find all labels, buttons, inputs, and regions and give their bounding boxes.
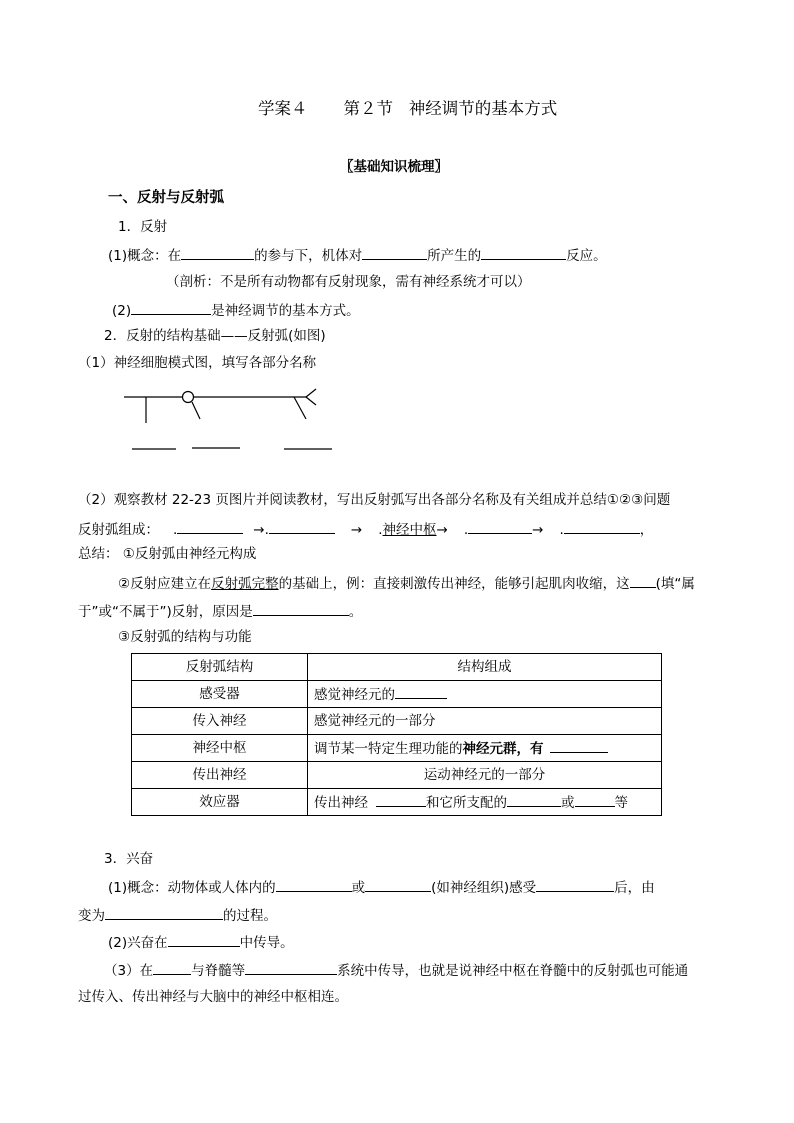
blank[interactable]	[564, 519, 640, 534]
table-row	[132, 735, 662, 762]
neuron-diagram-caption: （1）神经细胞模式图，填写各部分名称	[78, 355, 317, 371]
section-title: 神经调节的基本方式	[408, 99, 558, 118]
blank[interactable]	[395, 684, 447, 699]
table-cell: 运动神经元的一部分	[308, 762, 662, 789]
table-cell: 调节某一特定生理功能的神经元群，有	[308, 735, 662, 762]
subheading: 〖基础知识梳理〗	[340, 159, 448, 175]
center-answer: 神经中枢	[382, 522, 437, 538]
blank[interactable]	[131, 300, 211, 315]
section-number: 第２节	[343, 99, 393, 118]
reflex-arc-composition: 反射弧组成： . →. → .神经中枢→ . → . ，	[78, 519, 653, 539]
table-row	[132, 681, 662, 708]
observe-instruction: （2）观察教材 22-23 页图片并阅读教材，写出反射弧写出各部分名称及有关组成并总结①②③问题	[78, 492, 671, 508]
terminal-branch	[306, 397, 316, 405]
terminal-branch	[306, 389, 316, 397]
blank[interactable]	[153, 960, 191, 975]
basic-form-line: (2) 是神经调节的基本方式。	[112, 300, 360, 320]
blank[interactable]	[253, 601, 349, 616]
table-row	[132, 789, 662, 816]
reflex-arc-table	[131, 653, 662, 816]
blank[interactable]	[105, 905, 223, 920]
table-cell: 传入神经	[132, 708, 308, 735]
summary-1: 总结： ①反射弧由神经元构成	[78, 546, 257, 562]
table-cell: 感觉神经元的	[308, 681, 662, 708]
blank[interactable]	[575, 792, 615, 807]
table-header: 结构组成	[308, 654, 662, 681]
blank[interactable]	[550, 738, 608, 753]
table-header: 反射弧结构	[132, 654, 308, 681]
item1-label: 1．反射	[118, 219, 168, 235]
blank[interactable]	[376, 792, 426, 807]
branch-line	[294, 397, 306, 419]
blank[interactable]	[177, 519, 243, 534]
branch-line	[192, 402, 200, 419]
table-cell: 感觉神经元的一部分	[308, 708, 662, 735]
blank[interactable]	[468, 519, 532, 534]
excitation-concept-cont: 变为 的过程。	[78, 905, 277, 925]
blank[interactable]	[269, 519, 335, 534]
cell-body	[183, 392, 194, 403]
table-cell: 神经中枢	[132, 735, 308, 762]
part3-label: 3．兴奋	[104, 851, 154, 867]
concept-line: (1)概念：在 的参与下，机体对 所产生的 反应。	[108, 245, 607, 265]
excitation-nervous-system: （3）在 与脊髓等 系统中传导，也就是说神经中枢在脊髓中的反射弧也可能通	[104, 960, 688, 980]
blank[interactable]	[507, 792, 561, 807]
table-cell: 传出神经	[132, 762, 308, 789]
table-header-row	[132, 654, 662, 681]
blank[interactable]	[168, 932, 240, 947]
table-cell: 传出神经 和它所支配的 或 等	[308, 789, 662, 816]
blank[interactable]	[181, 245, 254, 260]
blank[interactable]	[245, 960, 337, 975]
table-row	[132, 708, 662, 735]
excitation-nervous-system-cont: 过传入、传出神经与大脑中的神经中枢相连。	[78, 989, 348, 1005]
lesson-number: 学案４	[258, 99, 308, 118]
blank[interactable]	[536, 877, 614, 892]
summary-3: ③反射弧的结构与功能	[118, 629, 252, 645]
table-cell: 效应器	[132, 789, 308, 816]
neuron-diagram	[120, 385, 340, 457]
table-cell: 感受器	[132, 681, 308, 708]
table-row	[132, 762, 662, 789]
summary-2-cont: 于”或“不属于”)反射，原因是 。	[78, 601, 362, 621]
blank[interactable]	[481, 245, 566, 260]
part1-heading: 一、反射与反射弧	[108, 190, 224, 206]
page-title	[258, 100, 557, 118]
analysis-note: （剖析：不是所有动物都有反射现象，需有神经系统才可以）	[166, 274, 531, 290]
item2-label: 2．反射的结构基础——反射弧(如图)	[104, 328, 326, 344]
blank[interactable]	[362, 245, 427, 260]
excitation-concept: (1)概念：动物体或人体内的 或 (如神经组织)感受 后，由	[108, 877, 655, 897]
blank[interactable]	[276, 877, 352, 892]
blank[interactable]	[630, 573, 656, 588]
excitation-conduction: (2)兴奋在 中传导。	[108, 932, 294, 952]
summary-2: ②反射应建立在反射弧完整的基础上，例：直接刺激传出神经，能够引起肌肉收缩，这 (填“属	[118, 573, 695, 593]
blank[interactable]	[365, 877, 431, 892]
